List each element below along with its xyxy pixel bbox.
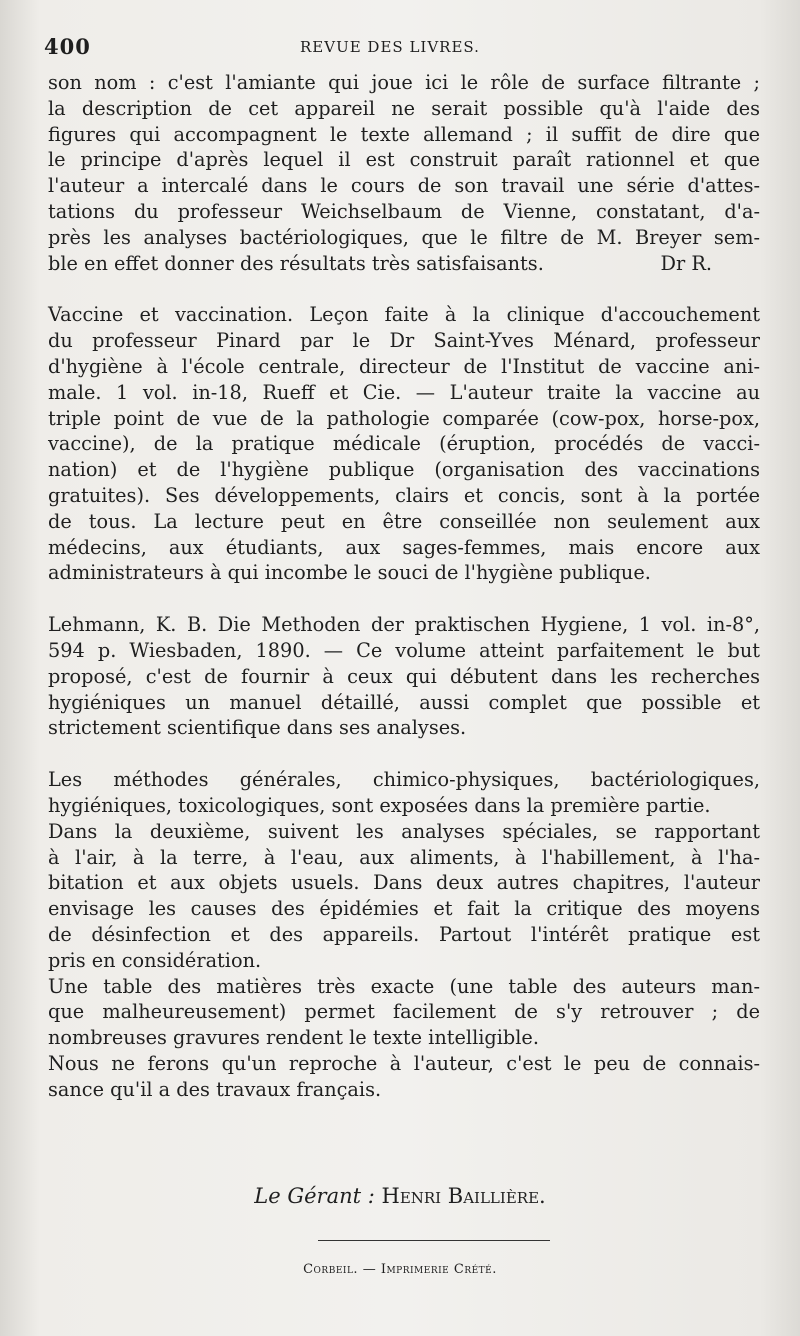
paragraph [48, 819, 760, 974]
text-line: de tous. La lecture peut en être conseillée non seulement aux [48, 509, 760, 533]
text-line: sance qu'il a des travaux français. [48, 1077, 382, 1101]
paragraph [48, 1051, 760, 1103]
text-line: proposé, c'est de fournir à ceux qui débutent dans les recherches [48, 664, 760, 688]
paragraph [48, 612, 760, 741]
text-line: d'hygiène à l'école centrale, directeur de l'Institut de vaccine ani- [48, 354, 760, 378]
editor-signature [0, 1184, 800, 1208]
paragraph-gap [48, 276, 760, 302]
text-line: tations du professeur Weichselbaum de Vienne, constatant, d'a- [48, 199, 760, 223]
text-line: ble en effet donner des résultats très satisfaisants. Dr R. [48, 251, 712, 275]
text-line: male. 1 vol. in-18, Rueff et Cie. — L'auteur traite la vaccine au [48, 380, 760, 404]
paragraph [48, 974, 760, 1051]
text-line: le principe d'après lequel il est construit paraît rationnel et que [48, 148, 760, 172]
text-line: pris en considération. [48, 948, 262, 972]
text-line: bitation et aux objets usuels. Dans deux autres chapitres, l'auteur [48, 871, 760, 895]
text-line: vaccine), de la pratique médicale (éruption, procédés de vacci- [48, 432, 760, 456]
page-body [48, 70, 760, 1102]
text-line: la description de cet appareil ne serait possible qu'à l'aide des [48, 96, 760, 120]
text-line: triple point de vue de la pathologie comparée (cow-pox, horse-pox, [48, 406, 760, 430]
text-line: administrateurs à qui incombe le souci de l'hygiène publique. [48, 561, 651, 585]
text-line: Les méthodes générales, chimico-physiques, bactériologiques, [48, 768, 760, 792]
text-line: figures qui accompagnent le texte allemand ; il suffit de dire que [48, 122, 760, 146]
signature-name: Henri Baillière. [381, 1184, 546, 1208]
text-line: 594 p. Wiesbaden, 1890. — Ce volume atteint parfaitement le but [48, 638, 760, 662]
text-line: Dans la deuxième, suivent les analyses spéciales, se rapportant [48, 819, 760, 843]
text-line: de désinfection et des appareils. Partout l'intérêt pratique est [48, 922, 760, 946]
paragraph [48, 302, 760, 586]
text-line: Nous ne ferons qu'un reproche à l'auteur, c'est le peu de connais- [48, 1051, 760, 1075]
text-line: son nom : c'est l'amiante qui joue ici le rôle de surface filtrante ; [48, 71, 760, 94]
text-line: nation) et de l'hygiène publique (organisation des vaccinations [48, 458, 760, 482]
text-line: Une table des matières très exacte (une table des auteurs man- [48, 974, 760, 998]
text-line: à l'air, à la terre, à l'eau, aux aliments, à l'habillement, à l'ha- [48, 845, 760, 869]
paragraph [48, 767, 760, 819]
running-title: REVUE DES LIVRES. [300, 38, 480, 56]
text-line: strictement scientifique dans ses analyses. [48, 716, 467, 740]
text-line: près les analyses bactériologiques, que le filtre de M. Breyer sem- [48, 225, 760, 249]
page-number: 400 [44, 34, 91, 59]
text-line: envisage les causes des épidémies et fait la critique des moyens [48, 897, 760, 921]
text-line: Vaccine et vaccination. Leçon faite à la clinique d'accouchement [48, 303, 760, 327]
paragraph-gap [48, 586, 760, 612]
text-line: que malheureusement) permet facilement de s'y retrouver ; de [48, 1000, 760, 1024]
text-line: Lehmann, K. B. Die Methoden der praktischen Hygiene, 1 vol. in-8°, [48, 613, 760, 637]
text-line: l'auteur a intercalé dans le cours de son travail une série d'attes- [48, 174, 760, 198]
text-line: nombreuses gravures rendent le texte intelligible. [48, 1026, 539, 1050]
text-line: médecins, aux étudiants, aux sages-femmes, mais encore aux [48, 535, 760, 559]
text-line: du professeur Pinard par le Dr Saint-Yves Ménard, professeur [48, 329, 760, 353]
paragraph-gap [48, 741, 760, 767]
signature-label: Le Gérant : [254, 1184, 375, 1208]
text-line: hygiéniques un manuel détaillé, aussi complet que possible et [48, 690, 760, 714]
printer-imprint: Corbeil. — Imprimerie Crété. [303, 1262, 497, 1277]
paragraph [48, 70, 760, 276]
review-signature: Dr R. [660, 251, 712, 275]
text-line: hygiéniques, toxicologiques, sont exposées dans la première partie. [48, 793, 711, 817]
page-header [44, 30, 764, 66]
text-line: gratuites). Ses développements, clairs et concis, sont à la portée [48, 483, 760, 507]
footer-rule [318, 1240, 550, 1241]
